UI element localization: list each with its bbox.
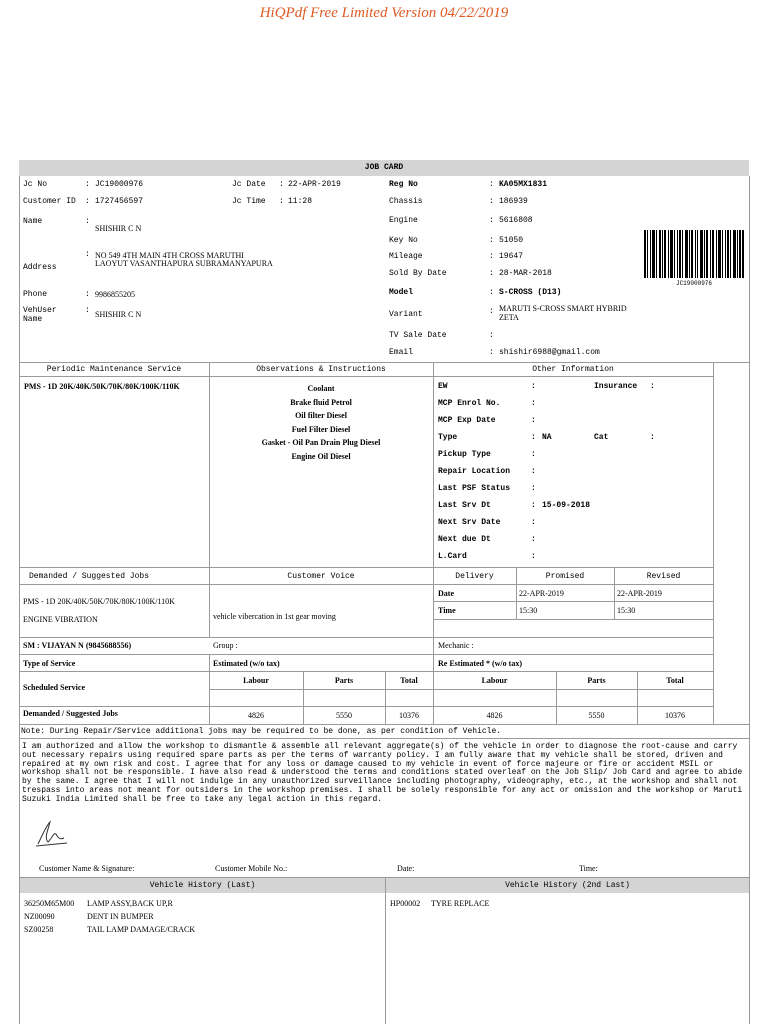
observation-item: Fuel Filter Diesel [291,424,351,434]
estimate-parts: 5550 [336,711,352,720]
observation-item: Engine Oil Diesel [291,451,351,461]
date-revised: 22-APR-2019 [617,589,662,598]
promised-header: Promised [545,572,585,581]
declaration: I am authorized and allow the workshop to dismantle & assemble all relevant aggregate(s) of the vehicle in order to diagnose the root-cause and carry out necessary repairs using required spare parts as per the terms of warranty policy. I am fully aware that my vehicle shall be stored, driven and repaired at my own risk and cost. I agree that for any loss or damage caused to my vehicle in event of force majeure or fire or accident MSIL or workshop shall not be responsible. I have also read & understood the terms and conditions stated overleaf on the Job Slip/ Job Card and agree to abide by the same. I agree that I will not indulge in any unauthorized surveillance including photography, videography, etc., at the workshop and shall not trespass into areas not meant for outsiders in the workshop premises. I shall be solely responsible for any act or omission and the workshop or Maruti Suzuki India Limited shall be free to take any legal action in this regard. [22,742,743,804]
observations-list [209,382,433,463]
jc-date-block: Jc Date : 22-APR-2019 Jc Time : 11:28 [232,180,341,206]
customer-voice-header: Customer Voice [287,572,355,581]
customer-mobile-label: Customer Mobile No.: [215,864,288,873]
estimate-labour: 4826 [248,711,264,720]
estimate-total: 10376 [399,711,419,720]
date-label: Date: [397,864,415,873]
list-item: SZ00258 TAIL LAMP DAMAGE/CRACK [24,925,196,934]
barcode-bars [644,230,744,278]
demanded-job-item: ENGINE VIBRATION [23,615,98,624]
observations-header: Observations & Instructions [256,365,386,374]
reg-no-value: KA05MX1831 [499,180,548,189]
phone-value: 9986855205 [95,290,135,299]
jc-no-value: JC19000976 [95,180,144,189]
customer-name: SHISHIR C N [95,224,142,233]
time-label: Time: [579,864,598,873]
list-item: 36250M65M00 LAMP ASSY,BACK UP,R [24,899,173,908]
service-manager: SM : VIJAYAN N (9845688556) [23,641,132,650]
observation-item: Coolant [307,384,335,393]
jc-date-value: 22-APR-2019 [288,180,341,189]
address-value: NO 549 4TH MAIN 4TH CROSS MARUTHI LAOYUT VASANTHAPURA SUBRAMANYAPURA [95,251,273,268]
list-item: NZ00090 DENT IN BUMPER [24,912,154,921]
re-estimate-total: 10376 [665,711,685,720]
jc-no-label: Jc No [23,180,48,189]
barcode-text: JC19000976 [675,280,712,287]
model-value: S-CROSS (D13) [499,288,562,297]
pms-value: PMS - 1D 20K/40K/50K/70K/80K/100K/110K [24,382,180,391]
list-item: HP00002 TYRE REPLACE [390,899,490,908]
date-promised: 22-APR-2019 [519,589,564,598]
page-title: JOB CARD [19,160,749,176]
revised-header: Revised [646,572,681,581]
demanded-job-item: PMS - 1D 20K/40K/50K/70K/80K/100K/110K [23,597,175,606]
vehicle-info: Reg No : KA05MX1831 Chassis : 186939 Engine : 5616808 Key No : 51050 Mileage : 19647 Sold By Date : 28-MAR-2018 Model : S-CROSS (D13) Variant : MARUTI S-CROSS SMART HYBRID ZETA TV Sale Date : Email : shishir6988@gmail.com [389,180,639,360]
re-estimate-labour: 4826 [486,711,503,720]
observation-item: Brake fluid Petrol [290,397,352,407]
estimated-label: Estimated (w/o tax) [213,659,280,668]
note: Note: During Repair/Service additional jobs may be required to be done, as per condition of Vehicle. [21,727,502,736]
last-srv-dt-value: 15-09-2018 [542,501,591,510]
observation-item: Oil filter Diesel [295,411,347,420]
re-estimate-parts: 5550 [588,711,605,720]
customer-voice-text: vehicle vibercation in 1st gear moving [213,612,336,621]
observation-item: Gasket - Oil Pan Drain Plug Diesel [261,438,381,447]
customer-info: Jc No : JC19000976 Customer ID : 1727456597 Name : SHISHIR C N Address : NO 549 4TH MAIN 4TH CROSS MARUTHI LAOYUT VASANTHAPURA SUBRAMANYAPURA Phone : 9986855205 VehUser Name : SHISHIR C N [23,180,223,360]
jc-time-value: 11:28 [288,197,313,206]
watermark: HiQPdf Free Limited Version 04/22/2019 [259,5,509,21]
vehuser-name-value: SHISHIR C N [95,310,142,319]
variant-value: MARUTI S-CROSS SMART HYBRID ZETA [499,304,627,322]
email-value: shishir6988@gmail.com [499,348,600,357]
history-2nd-list [390,897,489,910]
other-info-list: EW : Insurance : MCP Enrol No. : MCP Exp Date : Type : NA Cat : Pickup Type : Repair Location : Last PSF Status : Last Srv Dt : 15-09-2018 Next Srv Date : Next due Dt : L.Card : [438,382,655,561]
barcode [644,230,744,282]
signature-image [34,818,70,850]
pms-header: Periodic Maintenance Service [46,365,182,374]
customer-name-signature-label: Customer Name & Signature: [39,864,135,873]
type-value: NA [542,433,552,442]
delivery-header: Delivery [455,572,494,581]
history-last-header: Vehicle History (Last) [20,878,385,893]
history-last-list [24,897,195,936]
demanded-header: Demanded / Suggested Jobs [28,572,150,581]
time-promised: 15:30 [519,606,538,615]
customer-id-value: 1727456597 [95,197,144,206]
other-info-header: Other Information [532,365,614,374]
history-2nd-header: Vehicle History (2nd Last) [386,878,749,893]
mechanic-label: Mechanic : [438,641,474,650]
re-estimated-label: Re Estimated * (w/o tax) [438,659,522,668]
group-label: Group : [213,641,238,650]
time-revised: 15:30 [617,606,636,615]
